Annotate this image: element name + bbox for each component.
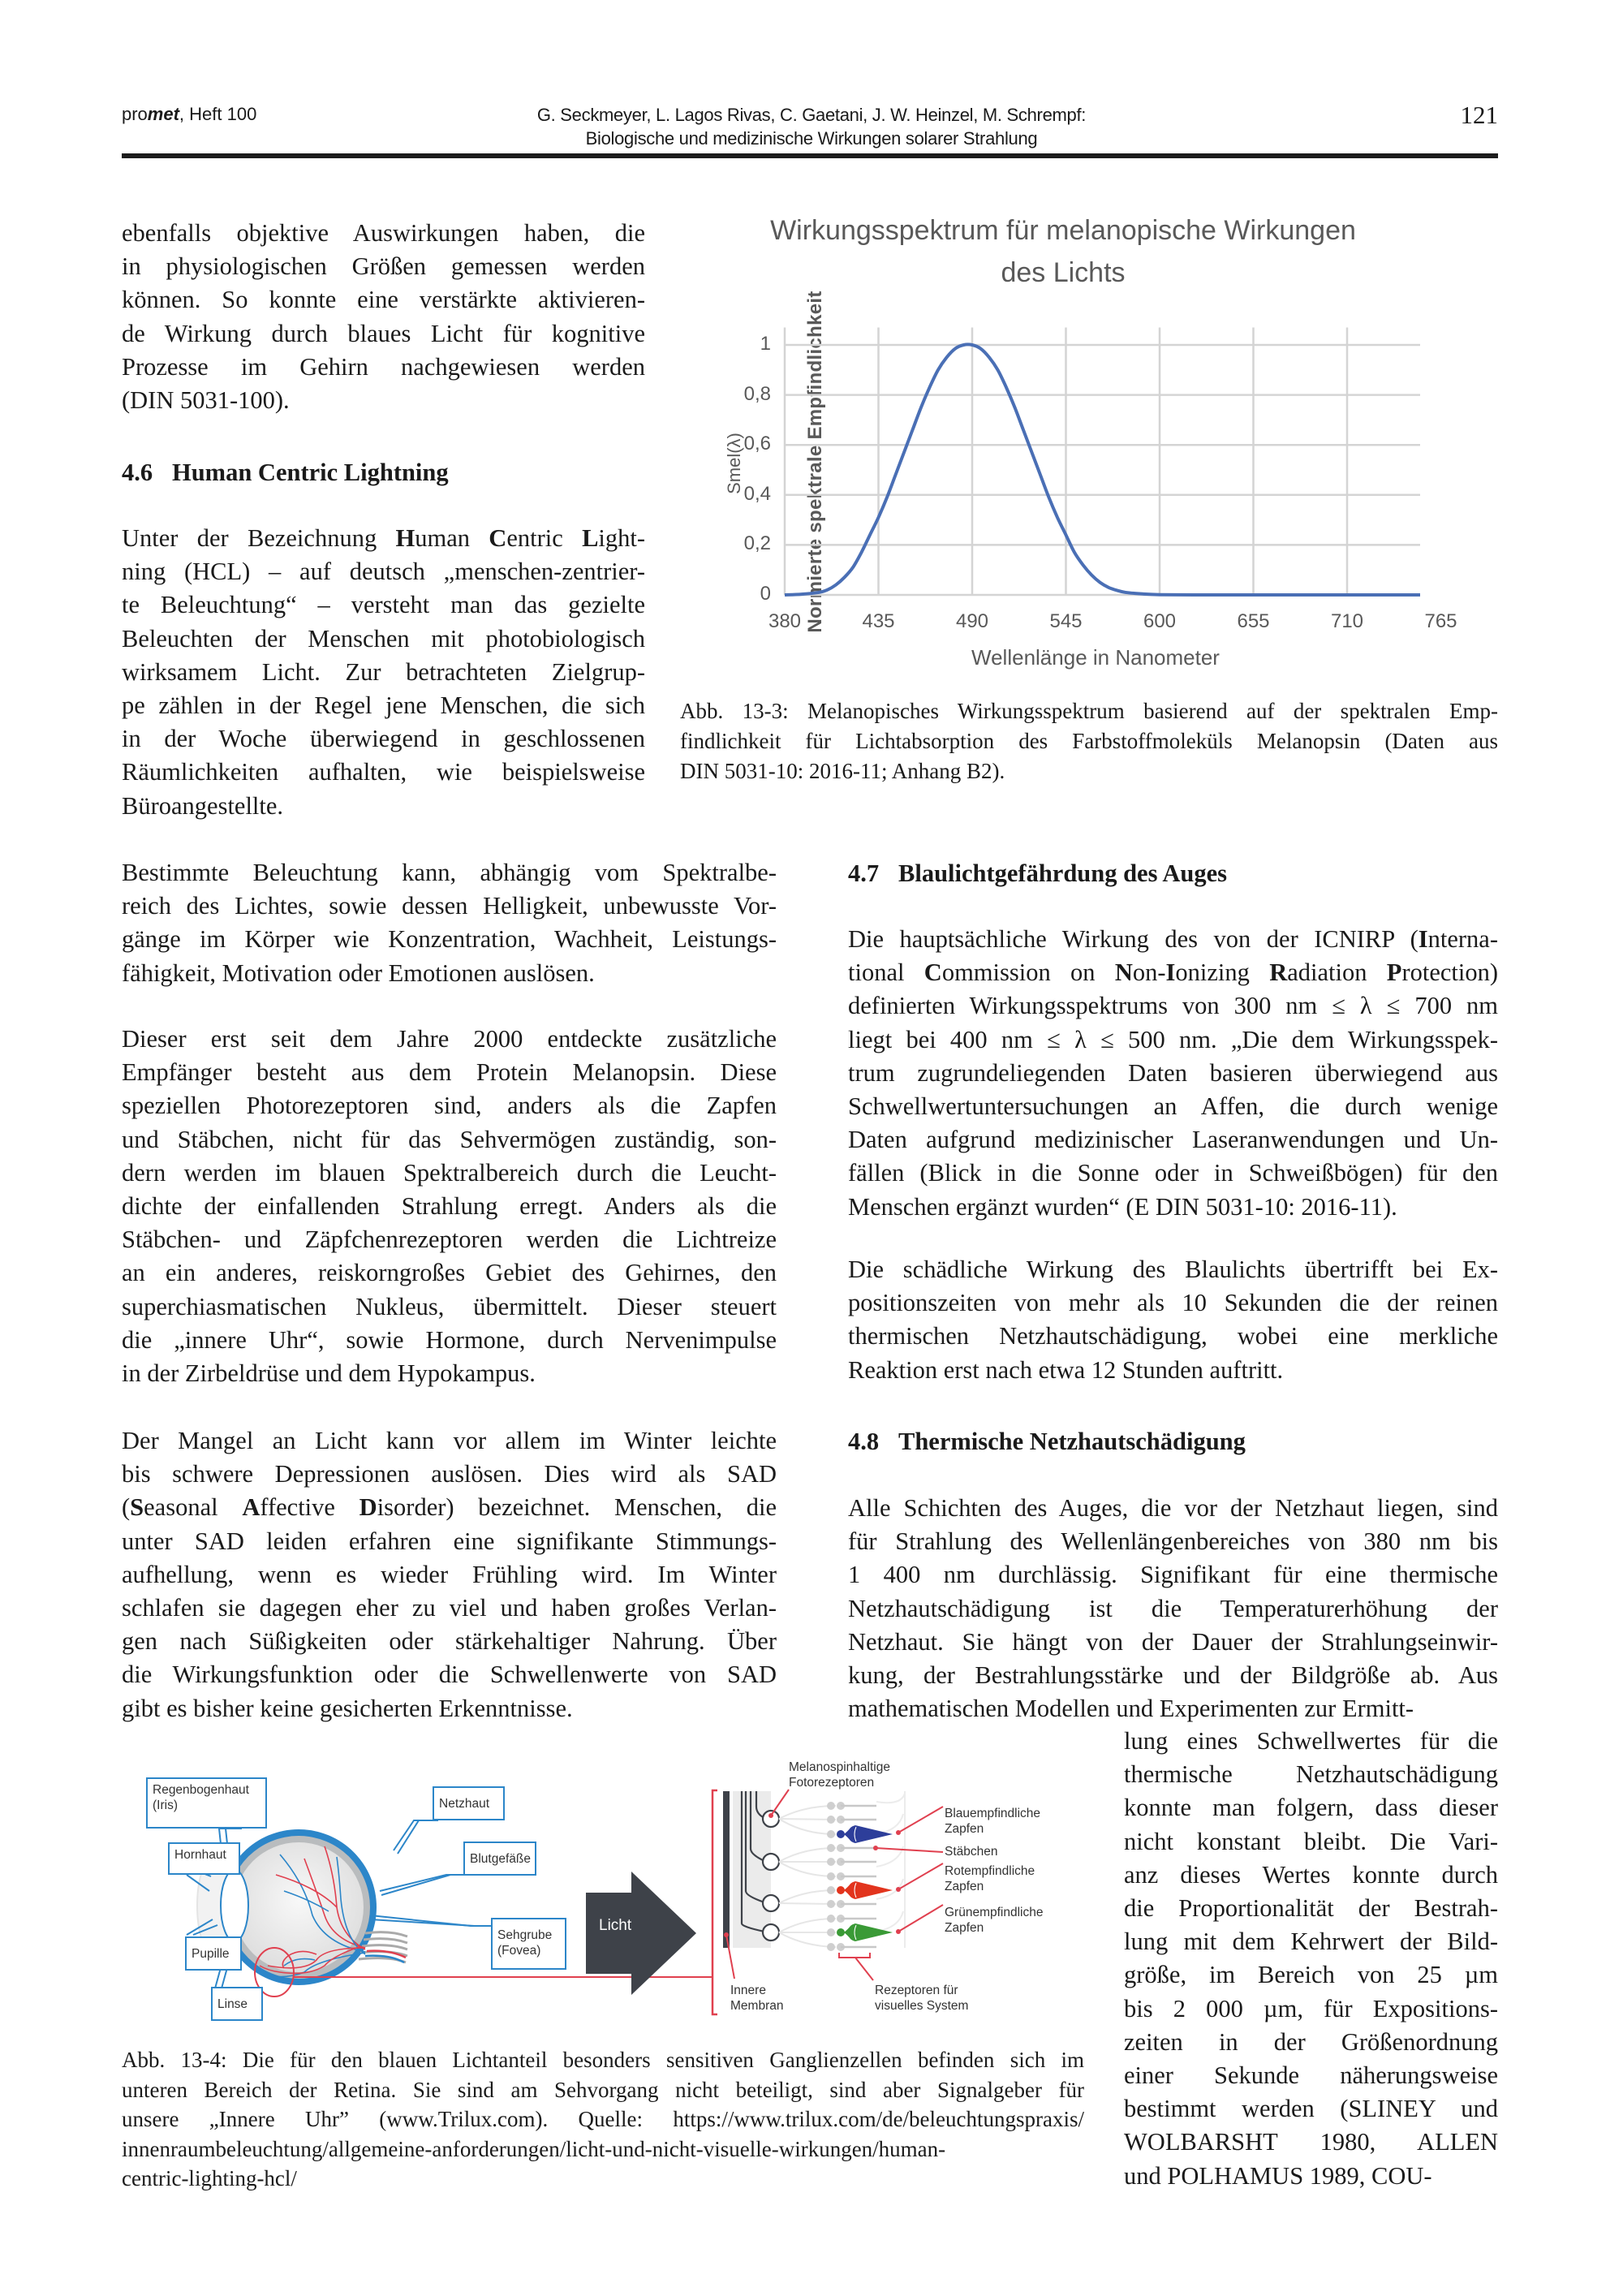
chart-x-tick: 435 xyxy=(862,610,895,632)
text-line: tional Commission on Non-Ionizing Radiation Protection) xyxy=(848,958,1498,987)
issue-number: , Heft 100 xyxy=(179,104,257,124)
text-line: innenraumbeleuchtung/allgemeine-anforderungen/licht-und-nicht-visuelle-wirkungen/human- xyxy=(122,2136,946,2161)
text-line: de Wirkung durch blaues Licht für kognitive xyxy=(122,319,645,347)
label-visual-receptors xyxy=(875,1983,968,2014)
text-line: in physiologischen Größen gemessen werden xyxy=(122,252,645,281)
text-line: fällen (Blick in die Sonne oder in Schweißbögen) für den xyxy=(848,1159,1498,1187)
section-number: 4.8 xyxy=(848,1428,880,1455)
section-title: Human Centric Lightning xyxy=(172,459,449,486)
paragraph-melanopsin xyxy=(122,1023,777,1390)
chart-y-tick: 0 xyxy=(760,583,771,605)
text-line: liegt bei 400 nm ≤ λ ≤ 500 nm. „Die dem Wirkungsspek- xyxy=(848,1025,1498,1053)
text-line: unteren Bereich der Retina. Sie sind am Sehvorgang nicht beteiligt, sind aber Signalgeber für xyxy=(122,2077,1084,2102)
journal-issue xyxy=(122,104,256,125)
text-line: Beleuchten der Menschen mit photobiologisch xyxy=(122,624,645,653)
text-line: größe, im Bereich von 25 µm xyxy=(1124,1961,1498,1989)
label-iris xyxy=(146,1777,267,1829)
text-line: superchiasmatischen Nukleus, übermittelt. Dieser steuert xyxy=(122,1292,777,1320)
figure-caption-13-4 xyxy=(122,2045,1084,2194)
journal-name-prefix: pro xyxy=(122,104,148,124)
text-line: zeiten in der Größenordnung xyxy=(1124,2027,1498,2056)
label-melanopsin-receptors xyxy=(789,1760,890,1790)
text-line: Die hauptsächliche Wirkung des von der ICNIRP (Interna- xyxy=(848,925,1498,953)
text-line: Räumlichkeiten aufhalten, wie beispielsweise xyxy=(122,758,645,786)
chart-plot xyxy=(779,317,1420,605)
label-text: Blutgefäße xyxy=(470,1852,531,1866)
text-line: (DIN 5031-100). xyxy=(122,386,290,415)
label-rods: Stäbchen xyxy=(945,1845,998,1859)
label-text: Membran xyxy=(730,1999,784,2013)
label-text: Innere xyxy=(730,1984,766,1997)
text-line: in der Zirbeldrüse und dem Hypokampus. xyxy=(122,1359,536,1388)
paragraph-icnirp xyxy=(848,923,1498,1224)
text-line: nicht konstant bleibt. Die Vari- xyxy=(1124,1827,1498,1855)
text-line: Daten aufgrund medizinischer Laseranwendungen und Un- xyxy=(848,1126,1498,1154)
figure-caption-13-3 xyxy=(680,696,1498,786)
label-text: Linse xyxy=(217,1997,248,2011)
text-line: 1 400 nm durchlässig. Signifikant für eine thermische xyxy=(848,1561,1498,1589)
text-line: thermischen Netzhautschädigung, wobei eine merkliche xyxy=(848,1322,1498,1350)
text-line: te Beleuchtung“ – versteht man das gezielte xyxy=(122,591,645,619)
chart-y-tick: 0,8 xyxy=(743,382,771,405)
text-line: thermische Netzhautschädigung xyxy=(1124,1760,1498,1789)
text-line: an ein anderes, reiskorngroßes Gebiet des Gehirnes, den xyxy=(122,1259,777,1287)
text-line: Reaktion erst nach etwa 12 Stunden auftritt. xyxy=(848,1355,1284,1384)
label-text: Zapfen xyxy=(945,1822,984,1836)
text-line: Empfänger besteht aus dem Protein Melanopsin. Diese xyxy=(122,1058,777,1087)
label-text: visuelles System xyxy=(875,1999,969,2013)
chart-series-line xyxy=(785,344,1420,595)
chart-y-tick: 1 xyxy=(760,333,771,355)
text-line: mathematischen Modellen und Experimenten zur Ermitt- xyxy=(848,1695,1414,1723)
text-line: (Seasonal Affective Disorder) bezeichnet. Menschen, die xyxy=(122,1493,777,1522)
chart-x-tick: 380 xyxy=(768,610,802,632)
paragraph-thermal-damage-continued xyxy=(1124,1725,1498,2193)
chart-y-axis-symbol: Smel(λ) xyxy=(724,433,744,494)
label-text: Pupille xyxy=(192,1947,230,1961)
text-line: die „innere Uhr“, sowie Hormone, durch Nervenimpulse xyxy=(122,1325,777,1354)
label-text: (Iris) xyxy=(153,1798,178,1812)
chart-x-tick: 490 xyxy=(955,610,989,632)
text-line: ning (HCL) – auf deutsch „menschen-zentrier- xyxy=(122,558,645,586)
text-line: Unter der Bezeichnung Human Centric Light- xyxy=(122,524,646,552)
text-line: Dieser erst seit dem Jahre 2000 entdeckte zusätzliche xyxy=(122,1025,777,1053)
page-number: 121 xyxy=(1460,101,1498,129)
text-line: DIN 5031-10: 2016-11; Anhang B2). xyxy=(680,759,1005,783)
section-number: 4.6 xyxy=(122,459,153,486)
chart-title-line: des Lichts xyxy=(1001,257,1126,288)
text-line: und POLHAMUS 1989, COU- xyxy=(1124,2161,1432,2190)
text-line: können. So konnte eine verstärkte aktivieren- xyxy=(122,286,645,314)
label-text: Fotorezeptoren xyxy=(789,1776,875,1790)
text-line: Büroangestellte. xyxy=(122,791,284,820)
text-line: schlafen sie dagegen eher zu viel und haben großes Verlan- xyxy=(122,1594,777,1622)
text-line: pe zählen in der Regel jene Menschen, die sich xyxy=(122,691,645,720)
label-lens xyxy=(211,1987,263,2021)
label-fovea xyxy=(491,1918,566,1970)
text-line: Alle Schichten des Auges, die vor der Netzhaut liegen, sind xyxy=(848,1494,1498,1522)
text-line: anz dieses Wertes konnte durch xyxy=(1124,1860,1498,1889)
text-line: bis schwere Depressionen auslösen. Dies wird als SAD xyxy=(122,1460,777,1488)
text-line: positionszeiten von mehr als 10 Sekunden die der reinen xyxy=(848,1289,1498,1317)
text-line: die Wirkungsfunktion oder die Schwellenwerte von SAD xyxy=(122,1661,777,1689)
text-line: Der Mangel an Licht kann vor allem im Winter leichte xyxy=(122,1427,777,1454)
text-line: Abb. 13-4: Die für den blauen Lichtanteil besonders sensitiven Ganglienzellen befinden sich im xyxy=(122,2048,1084,2072)
chart-x-axis-label: Wellenlänge in Nanometer xyxy=(971,645,1220,670)
running-header xyxy=(454,103,1169,150)
text-line: gibt es bisher keine gesicherten Erkenntnisse. xyxy=(122,1694,573,1722)
section-heading-4-6 xyxy=(122,456,449,489)
green-cone xyxy=(837,1923,893,1941)
text-line: unsere „Innere Uhr” (www.Trilux.com). Quelle: https://www.trilux.com/de/beleuchtungspraxis/ xyxy=(122,2107,1084,2131)
text-line: Bestimmte Beleuchtung kann, abhängig vom Spektralbe- xyxy=(122,859,777,886)
chart-y-axis-label: Normierte spektrale Empfindlichkeit xyxy=(804,291,826,633)
text-line: lung mit dem Kehrwert der Bild- xyxy=(1124,1928,1498,1956)
text-line: Menschen ergänzt wurden“ (E DIN 5031-10: 2016-11). xyxy=(848,1192,1397,1221)
label-text: Grünempfindliche xyxy=(945,1906,1044,1919)
label-cornea xyxy=(168,1842,240,1875)
paragraph-lighting-effects xyxy=(122,856,777,990)
text-line: Netzhaut. Sie hängt von der Dauer der Strahlungseinwir- xyxy=(848,1627,1498,1656)
label-text: Blauempfindliche xyxy=(945,1807,1041,1820)
text-line: bis 2 000 µm, für Expositions- xyxy=(1124,1994,1498,2022)
section-number: 4.7 xyxy=(848,859,880,887)
text-line: fähigkeit, Motivation oder Emotionen auslösen. xyxy=(122,958,595,987)
retina-illustration xyxy=(723,1790,943,1980)
text-line: Prozesse im Gehirn nachgewiesen werden xyxy=(122,352,645,381)
header-rule xyxy=(122,153,1498,158)
text-line: lung eines Schwellwertes für die xyxy=(1124,1727,1498,1755)
text-line: für Strahlung des Wellenlängenbereiches von 380 nm bis xyxy=(848,1527,1498,1556)
text-line: ebenfalls objektive Auswirkungen haben, die xyxy=(122,219,645,247)
paragraph-hcl xyxy=(122,522,645,823)
text-line: definierten Wirkungsspektrums von 300 nm ≤ λ ≤ 700 nm xyxy=(848,992,1498,1020)
text-line: und Stäbchen, nicht für das Sehvermögen zuständig, son- xyxy=(122,1125,777,1153)
text-line: Die schädliche Wirkung des Blaulichts übertrifft bei Ex- xyxy=(848,1256,1498,1283)
text-line: trum zugrundeliegenden Daten basieren überwiegend aus xyxy=(848,1058,1498,1087)
paragraph-blue-light-damage xyxy=(848,1253,1498,1387)
text-line: kung, der Bestrahlungsstärke und der Bildgröße ab. Aus xyxy=(848,1661,1498,1690)
text-line: reich des Lichtes, sowie dessen Helligkeit, unbewusste Vor- xyxy=(122,892,777,920)
label-red-cones xyxy=(945,1863,1035,1894)
section-heading-4-8 xyxy=(848,1425,1246,1458)
chart-y-tick: 0,4 xyxy=(743,482,771,505)
retina-bracket xyxy=(712,1790,717,2014)
text-line: in der Woche überwiegend in geschlossenen xyxy=(122,725,645,753)
chart-y-tick: 0,2 xyxy=(743,532,771,555)
label-pupil xyxy=(185,1936,242,1971)
text-line: gen nach Süßigkeiten oder stärkehaltiger Nahrung. Über xyxy=(122,1627,777,1656)
text-line: einer Sekunde näherungsweise xyxy=(1124,2061,1498,2090)
text-line: bestimmt werden (SLINEY und xyxy=(1124,2095,1498,2123)
label-text: Netzhaut xyxy=(439,1797,490,1811)
label-text: Regenbogenhaut xyxy=(153,1783,249,1797)
text-line: unter SAD leiden erfahren eine signifikante Stimmungs- xyxy=(122,1527,777,1555)
label-text: Rotempfindliche xyxy=(945,1864,1035,1878)
label-text: Rezeptoren für xyxy=(875,1984,958,1997)
text-line: WOLBARSHT 1980, ALLEN xyxy=(1124,2128,1498,2156)
label-text: (Fovea) xyxy=(497,1944,541,1958)
chart-x-tick: 545 xyxy=(1049,610,1083,632)
paragraph-thermal-damage xyxy=(848,1492,1498,1725)
text-line: Netzhautschädigung ist die Temperaturerhöhung der xyxy=(848,1594,1498,1622)
chart-x-tick: 765 xyxy=(1424,610,1457,632)
article-title: Biologische und medizinische Wirkungen solarer Strahlung xyxy=(585,128,1038,149)
chart-y-tick: 0,6 xyxy=(743,433,771,455)
text-line: dichte der einfallenden Strahlung erregt. Anders als die xyxy=(122,1192,777,1221)
chart-x-tick: 655 xyxy=(1237,610,1270,632)
text-line: Abb. 13-3: Melanopisches Wirkungsspektrum basierend auf der spektralen Emp- xyxy=(680,699,1498,723)
text-line: wirksamem Licht. Zur betrachteten Zielgrup- xyxy=(122,657,645,686)
text-line: konnte man folgern, dass dieser xyxy=(1124,1794,1498,1822)
blue-cone xyxy=(837,1825,893,1843)
text-line: aufhellung, wenn es wieder Frühling wird. Im Winter xyxy=(122,1560,777,1588)
label-text: Zapfen xyxy=(945,1921,984,1935)
label-green-cones xyxy=(945,1905,1043,1936)
label-text: Melanospinhaltige xyxy=(789,1760,890,1774)
text-line: die Proportionalität der Bestrah- xyxy=(1124,1894,1498,1923)
label-text: Zapfen xyxy=(945,1880,984,1893)
text-line: Stäbchen- und Zäpfchenrezeptoren werden die Lichtreize xyxy=(122,1226,777,1254)
label-text: Hornhaut xyxy=(174,1848,226,1862)
label-blood-vessels xyxy=(463,1842,536,1876)
chart-title-line: Wirkungsspektrum für melanopische Wirkungen xyxy=(770,215,1356,246)
label-text: Sehgrube xyxy=(497,1928,553,1942)
label-retina xyxy=(433,1786,505,1820)
text-line: speziellen Photorezeptoren sind, anders als die Zapfen xyxy=(122,1092,777,1120)
journal-name-bold: met xyxy=(147,104,179,124)
paragraph-sad xyxy=(122,1424,777,1725)
authors: G. Seckmeyer, L. Lagos Rivas, C. Gaetani, J. W. Heinzel, M. Schrempf: xyxy=(536,105,1087,125)
section-title: Blaulichtgefährdung des Auges xyxy=(898,859,1228,887)
chart-x-tick: 600 xyxy=(1143,610,1177,632)
light-arrow-label: Licht xyxy=(599,1917,632,1934)
paragraph-objective-effects xyxy=(122,217,645,417)
section-title: Thermische Netzhautschädigung xyxy=(898,1428,1246,1455)
text-line: centric-lighting-hcl/ xyxy=(122,2166,297,2190)
text-line: gänge im Körper wie Konzentration, Wachheit, Leistungs- xyxy=(122,925,777,954)
text-line: findlichkeit für Lichtabsorption des Farbstoffmoleküls Melanopsin (Daten aus xyxy=(680,729,1498,753)
text-line: dern werden im blauen Spektralbereich durch die Leucht- xyxy=(122,1158,777,1187)
label-inner-membrane xyxy=(730,1983,783,2014)
text-line: Schwellwertuntersuchungen an Affen, die durch wenige xyxy=(848,1092,1498,1121)
chart-x-tick: 710 xyxy=(1330,610,1364,632)
label-blue-cones xyxy=(945,1806,1040,1837)
section-heading-4-7 xyxy=(848,857,1227,890)
